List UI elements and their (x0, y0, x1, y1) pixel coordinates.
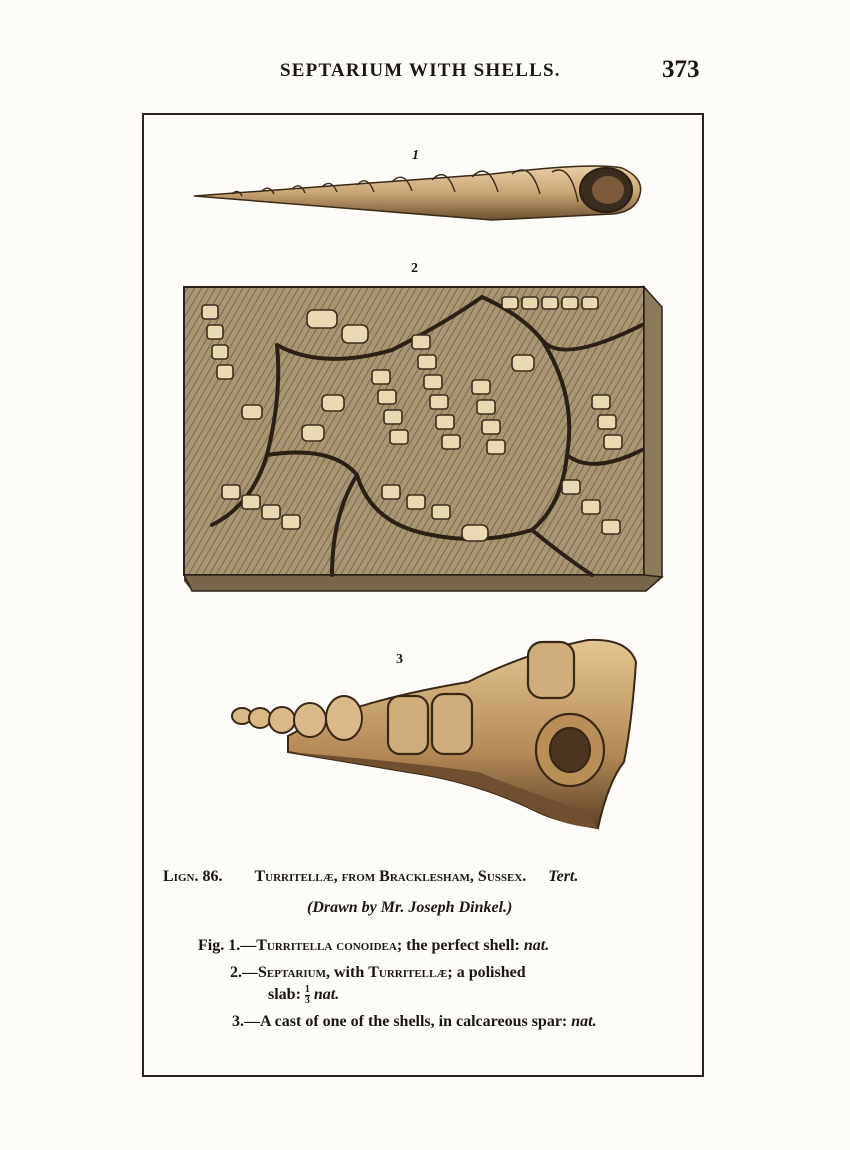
fig2-text: ; a polished (447, 964, 526, 981)
figure-1-label: 1 (412, 148, 419, 163)
caption-fig2-line (230, 962, 636, 984)
figure-1-turritella-shell (192, 160, 644, 240)
fig1-prefix: Fig. 1.— (198, 937, 257, 954)
fig2-nat: nat. (309, 986, 340, 1003)
figure-2-septarium-slab (182, 285, 664, 593)
caption-drawn-by: (Drawn by Mr. Joseph Dinkel.) (307, 899, 513, 916)
fig2-with: with (329, 964, 369, 981)
lign-label: Lign. 86. (163, 868, 223, 885)
fig2-fraction: $\frac{1}{3}$ (304, 983, 310, 1006)
figure-3-shell-cast (228, 632, 640, 838)
caption-fig3-line (232, 1011, 652, 1033)
fig1-nat: nat. (523, 937, 550, 954)
fig2-prefix: 2.— (230, 964, 258, 981)
running-title: SEPTARIUM WITH SHELLS. (280, 60, 561, 81)
caption-title-line (163, 866, 673, 888)
figure-3-label: 3 (396, 652, 403, 667)
fig2-name2: Turritellæ (368, 964, 448, 981)
fig1-text: ; the perfect shell: (396, 937, 524, 954)
page-number: 373 (662, 56, 700, 83)
caption-drawn-by-line (307, 897, 567, 919)
fig3-text: A cast of one of the shells, in calcareous spar: (260, 1013, 572, 1030)
fig3-nat: nat. (571, 1013, 597, 1030)
fig1-name: Turritella conoidea (256, 937, 397, 954)
figure-2-label: 2 (411, 261, 418, 276)
plate-frame (142, 113, 704, 1077)
fig2-slab: slab: (268, 986, 305, 1003)
caption-title: Turritellæ, from Bracklesham, Sussex. (254, 868, 527, 885)
caption-fig2-line2 (268, 984, 568, 1006)
caption-tert: Tert. (548, 868, 579, 885)
fig2-name: Septarium, (258, 964, 330, 981)
fig3-prefix: 3.— (232, 1013, 260, 1030)
caption-fig1-line (198, 935, 648, 957)
